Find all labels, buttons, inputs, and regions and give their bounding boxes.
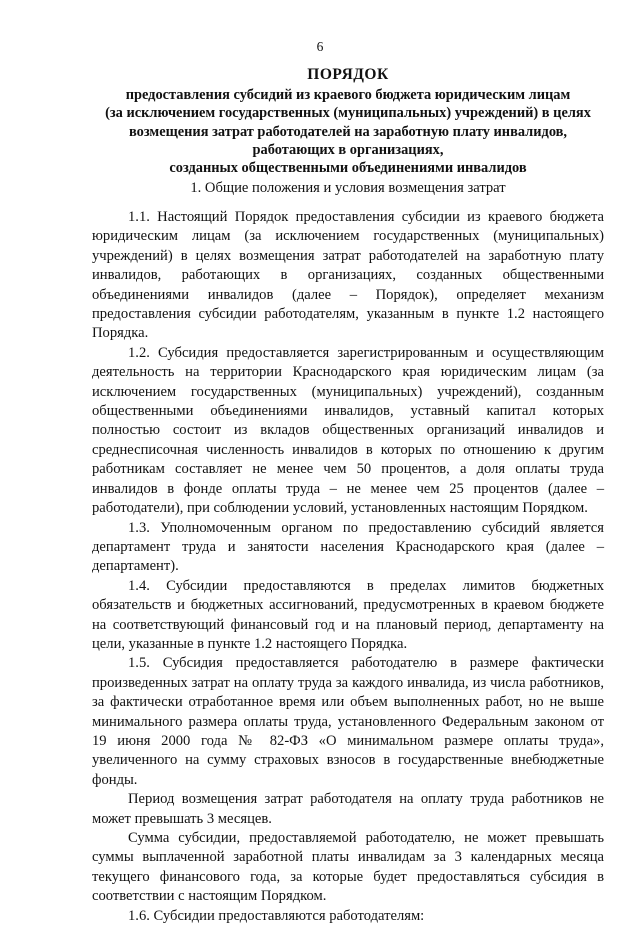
heading-line: работающих в организациях,	[252, 141, 444, 158]
heading-line: предоставления субсидий из краевого бюджета юридическим лицам	[125, 87, 571, 103]
document-body	[92, 208, 604, 926]
document-title: ПОРЯДОК	[307, 66, 389, 83]
paragraph-1-2: 1.2. Субсидия предоставляется зарегистрированным и осуществляющим деятельность на территории Краснодарского края юридическим лицам (за исключением государственных (муниципальных) учреждений), созданным общественными объединениями инвалидов, уставный капитал которых полностью состоит из вкладов общественных организаций инвалидов и среднесписочная численность инвалидов в которых по отношению к другим работникам составляет не менее чем 50 процентов, а доля оплаты труда инвалидов в фонде оплаты труда – не менее чем 25 процентов (далее – работодатели), при соблюдении условий, установленных настоящим Порядком.	[92, 344, 604, 517]
paragraph-1-5: 1.5. Субсидия предоставляется работодателю в размере фактически произведенных затрат на оплату труда за каждого инвалида, из числа работников, за фактически отработанное время или объем выполненных работ, но не выше минимального размера оплаты труда, установленного Федеральным законом от 19 июня 2000 года № 82-ФЗ «О минимальном размере оплаты труда», увеличенного на сумму страховых взносов в государственные внебюджетные фонды.	[92, 655, 604, 788]
section-title: 1. Общие положения и условия возмещения затрат	[190, 180, 506, 196]
heading-line: (за исключением государственных (муниципальных) учреждений) в целях	[105, 105, 591, 122]
page-number: 6	[316, 39, 324, 54]
paragraph-period: Период возмещения затрат работодателя на оплату труда работников не может превышать 3 месяцев.	[92, 791, 604, 827]
paragraph-1-6: 1.6. Субсидии предоставляются работодателям:	[128, 907, 425, 924]
heading-line: возмещения затрат работодателей на заработную плату инвалидов,	[128, 123, 568, 140]
heading-line: созданных общественными объединениями инвалидов	[169, 160, 527, 177]
paragraph-1-4: 1.4. Субсидии предоставляются в пределах лимитов бюджетных обязательств и бюджетных ассигнований, предусмотренных в краевом бюджете на соответствующий финансовый год и на плановый период, департаменту на цели, указанные в пункте 1.2 настоящего Порядка.	[92, 577, 604, 652]
paragraph-1-1: 1.1. Настоящий Порядок предоставления субсидии из краевого бюджета юридическим лицам (за исключением государственных (муниципальных) учреждений) в целях возмещения затрат работодателей на заработную плату инвалидов, работающих в организациях, созданных общественными объединениями инвалидов (далее – Порядок), определяет механизм предоставления субсидии работодателям, указанным в пункте 1.2 настоящего Порядка.	[92, 209, 604, 342]
document-heading	[88, 64, 608, 177]
paragraph-1-3: 1.3. Уполномоченным органом по предоставлению субсидий является департамент труда и занятости населения Краснодарского края (далее – департамент).	[92, 519, 604, 575]
paragraph-sum: Сумма субсидии, предоставляемой работодателю, не может превышать суммы выплаченной заработной платы инвалидам за 3 календарных месяца текущего финансового года, за которые будет предоставляться субсидия в соответствии с настоящим Порядком.	[92, 830, 604, 905]
